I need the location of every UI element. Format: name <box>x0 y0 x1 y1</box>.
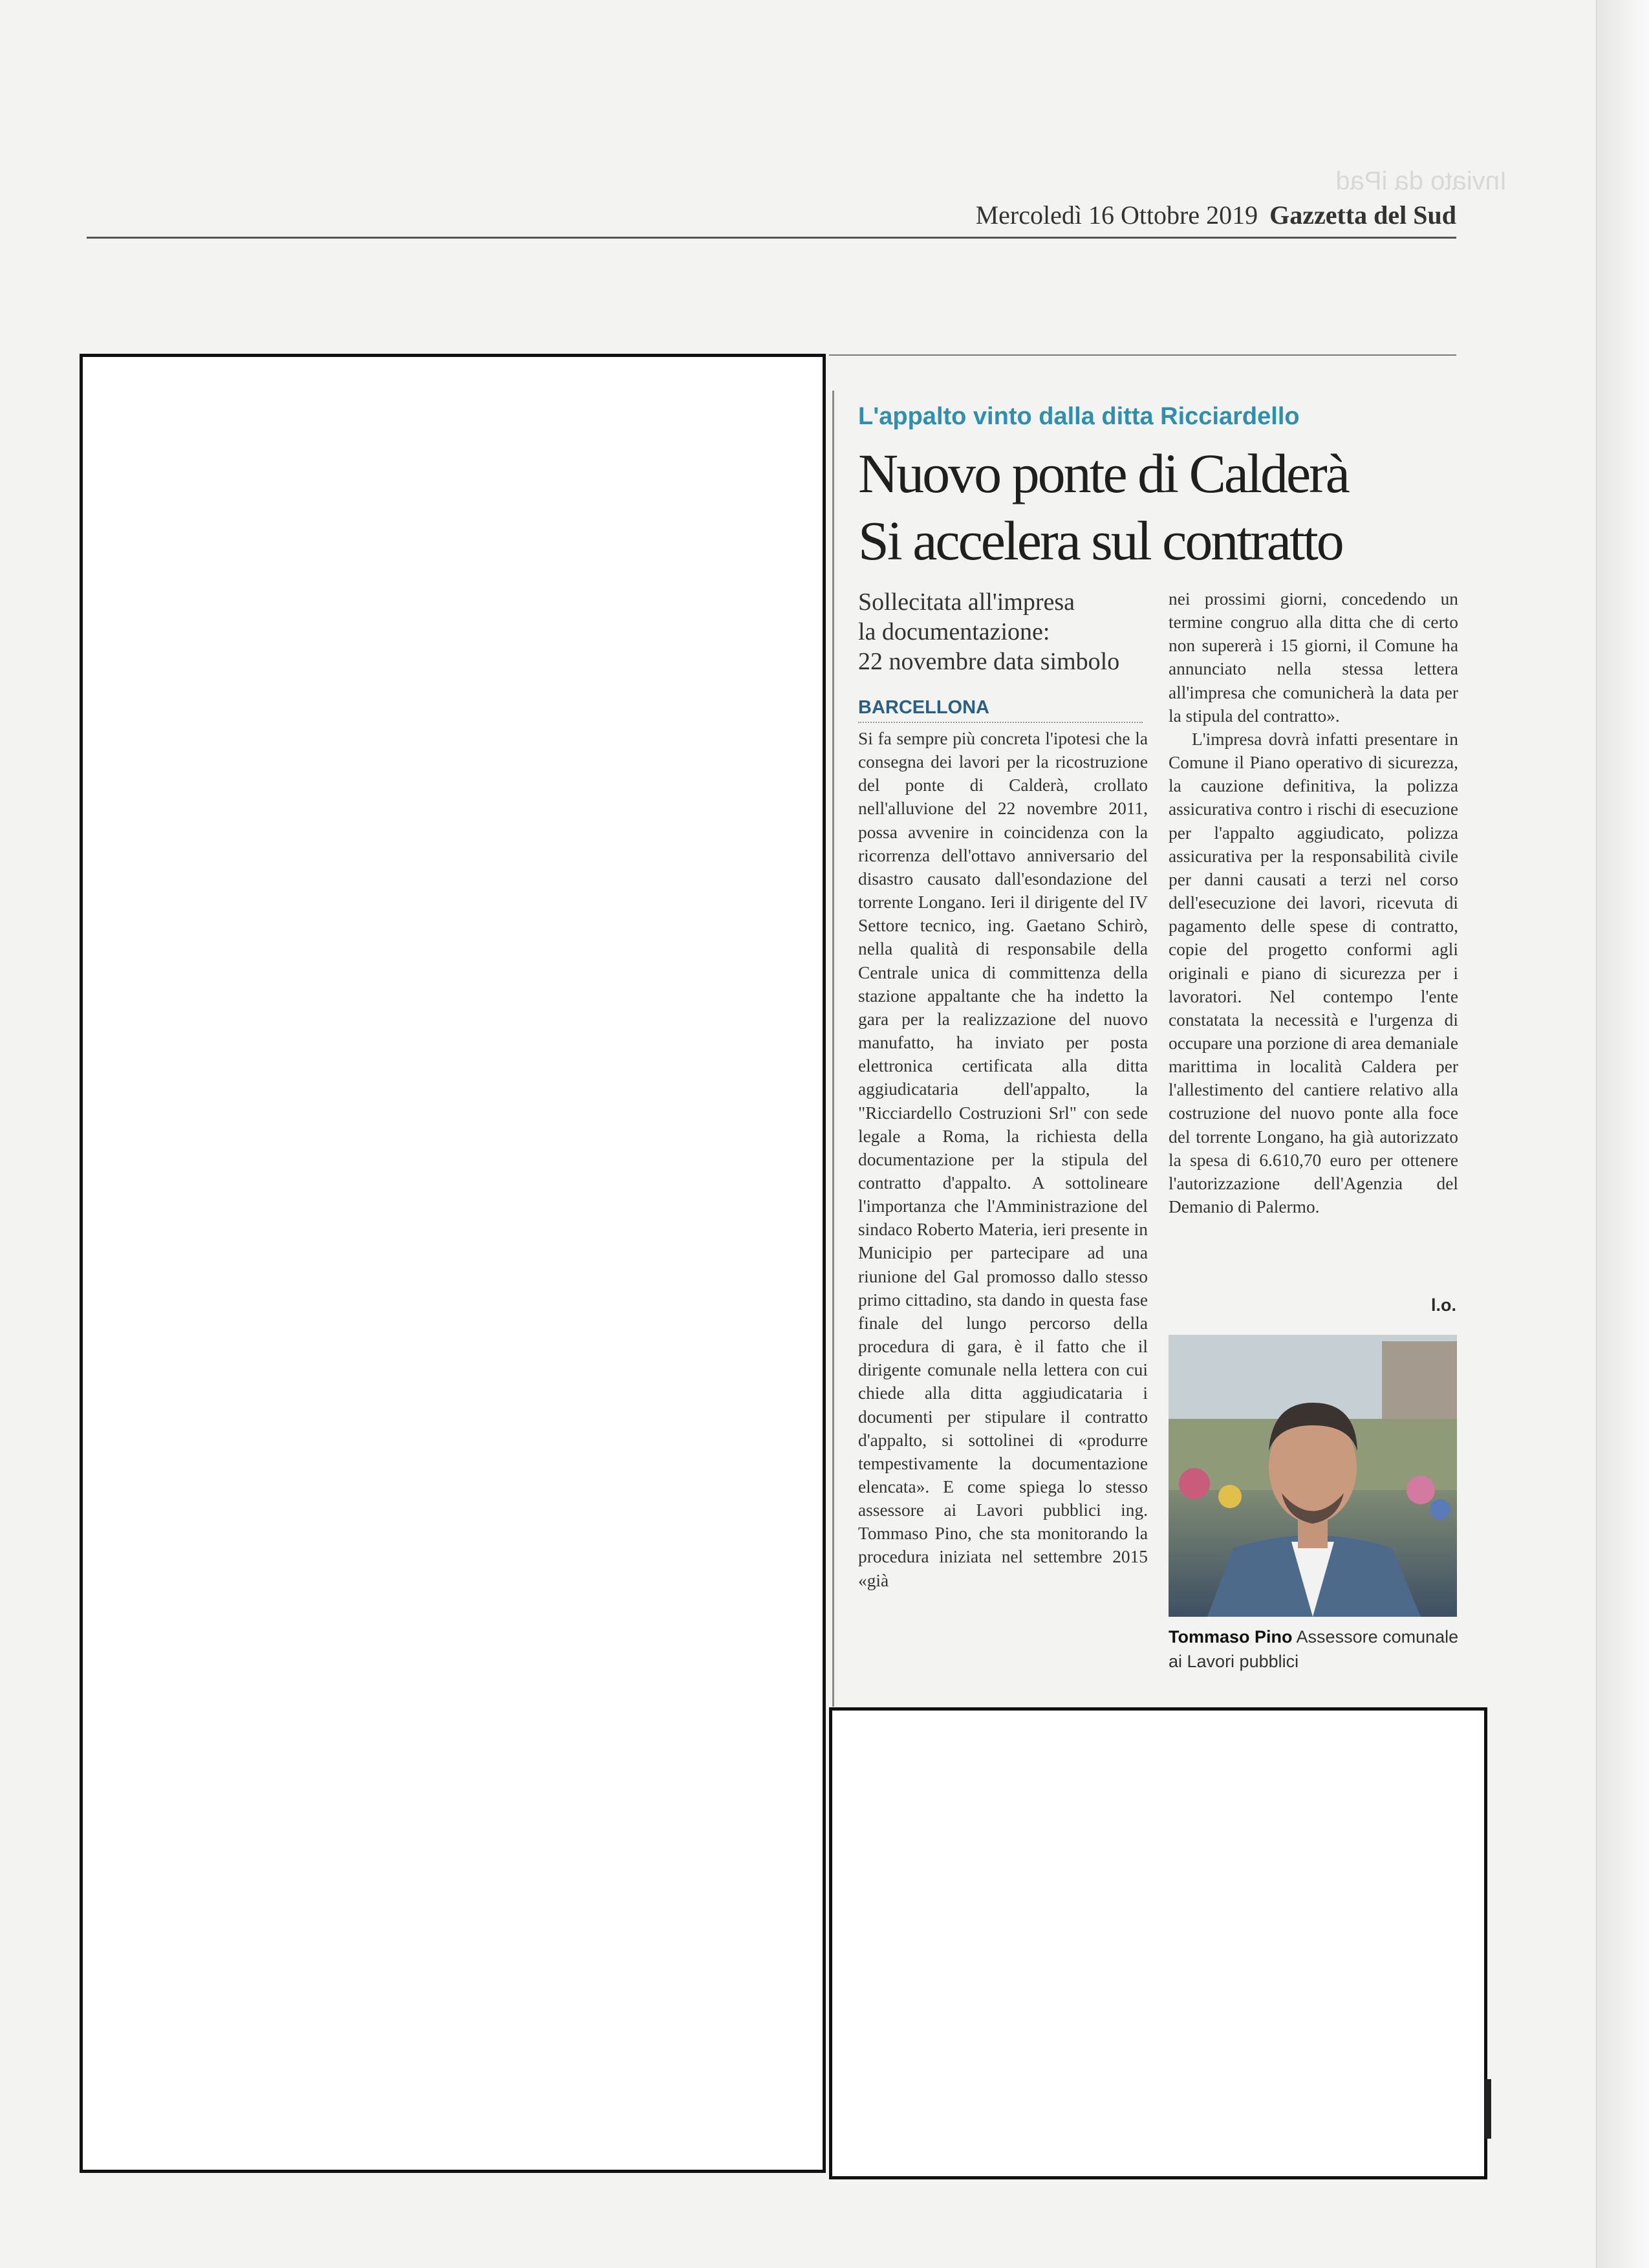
article-column-2 <box>1169 587 1458 1218</box>
header-rule <box>87 237 1456 239</box>
author-signature: l.o. <box>1431 1295 1456 1315</box>
subhead-line: 22 novembre data simbolo <box>858 648 1120 675</box>
headline-line: Si accelera sul contratto <box>858 510 1342 572</box>
page-edge <box>1596 0 1649 2268</box>
subhead-line: la documentazione: <box>858 618 1050 645</box>
paragraph: nei prossimi giorni, concedendo un termine congruo alla ditta che di certo non supererà i 15 giorni, il Comune ha annunciato nella stessa lettera all'impresa che comunicherà la data per la stipula del contratto». <box>1169 589 1458 726</box>
caption-name: Tommaso Pino <box>1169 1627 1293 1647</box>
portrait-photo <box>1169 1335 1457 1617</box>
headline-line: Nuovo ponte di Calderà <box>858 442 1348 504</box>
caption-text: Assessore comunale ai Lavori pubblici <box>1169 1627 1459 1671</box>
article-subhead <box>858 587 1156 676</box>
newspaper-name: Gazzetta del Sud <box>1269 200 1456 230</box>
photo-caption <box>1169 1625 1460 1674</box>
redacted-area-right <box>829 1707 1487 2179</box>
column-rule <box>832 391 834 1707</box>
article-kicker: L'appalto vinto dalla ditta Ricciardello <box>858 403 1300 430</box>
article-column-1 <box>858 727 1148 1592</box>
section-rule <box>829 354 1456 356</box>
redacted-area-left <box>80 354 826 2173</box>
paragraph: L'impresa dovrà infatti presentare in Comune il Piano operativo di sicurezza, la cauzione definitiva, la polizza assicurativa contro i rischi di esecuzione per l'appalto aggiudicato, polizza assicurativa per la responsabilità civile per danni causati a terzi nel corso dell'esecuzione dei lavori, ricevuta di pagamento delle spese di contratto, copie del progetto conformi agli originali e piano di sicurezza per i lavoratori. Nel contempo l'ente constatata la necessità e l'urgenza di occupare una porzione di area demaniale marittima in località Caldera per l'allestimento del cantiere relativo alla costruzione del nuovo ponte alla foce del torrente Longano, ha già autorizzato la spesa di 6.610,70 euro per ottenere l'autorizzazione dell'Agenzia del Demanio di Palermo. <box>1169 729 1458 1217</box>
page-header <box>841 196 1456 235</box>
paragraph: Si fa sempre più concreta l'ipotesi che la consegna dei lavori per la ricostruzione del ponte di Calderà, crollato nell'alluvione del 22 novembre 2011, possa avvenire in coincidenza con la ricorrenza dell'ottavo anniversario del disastro causato dall'esondazione del torrente Longano. Ieri il dirigente del IV Settore tecnico, ing. Gaetano Schirò, nella qualità di responsabile della Centrale unica di committenza della stazione appaltante che ha indetto la gara per la realizzazione del nuovo manufatto, ha inviato per posta elettronica certificata alla ditta aggiudicataria dell'appalto, la "Ricciardello Costruzioni Srl" con sede legale a Roma, la richiesta della documentazione per la stipula del contratto d'appalto. A sottolineare l'importanza che l'Amministrazione del sindaco Roberto Materia, ieri presente in Municipio per partecipare ad una riunione del Gal promosso dallo stesso primo cittadino, sta dando in questa fase finale del lungo percorso della procedura di gara, è il fatto che il dirigente comunale nella lettera con cui chiede alla ditta aggiudicataria i documenti per stipulare il contratto d'appalto, si sottolinei di «produrre tempestivamente la documentazione elencata». E come spiega lo stesso assessore ai Lavori pubblici ing. Tommaso Pino, che sta monitorando la procedura iniziata nel settembre 2015 «già <box>858 729 1148 1590</box>
article-dateline: BARCELLONA <box>858 693 1143 723</box>
header-date: Mercoledì 16 Ottobre 2019 <box>975 200 1258 230</box>
article-headline <box>858 440 1472 574</box>
subhead-line: Sollecitata all'impresa <box>858 589 1075 616</box>
bleed-through-text: Inviato da iPad <box>1335 167 1507 195</box>
scan-mark <box>1485 2079 1491 2139</box>
